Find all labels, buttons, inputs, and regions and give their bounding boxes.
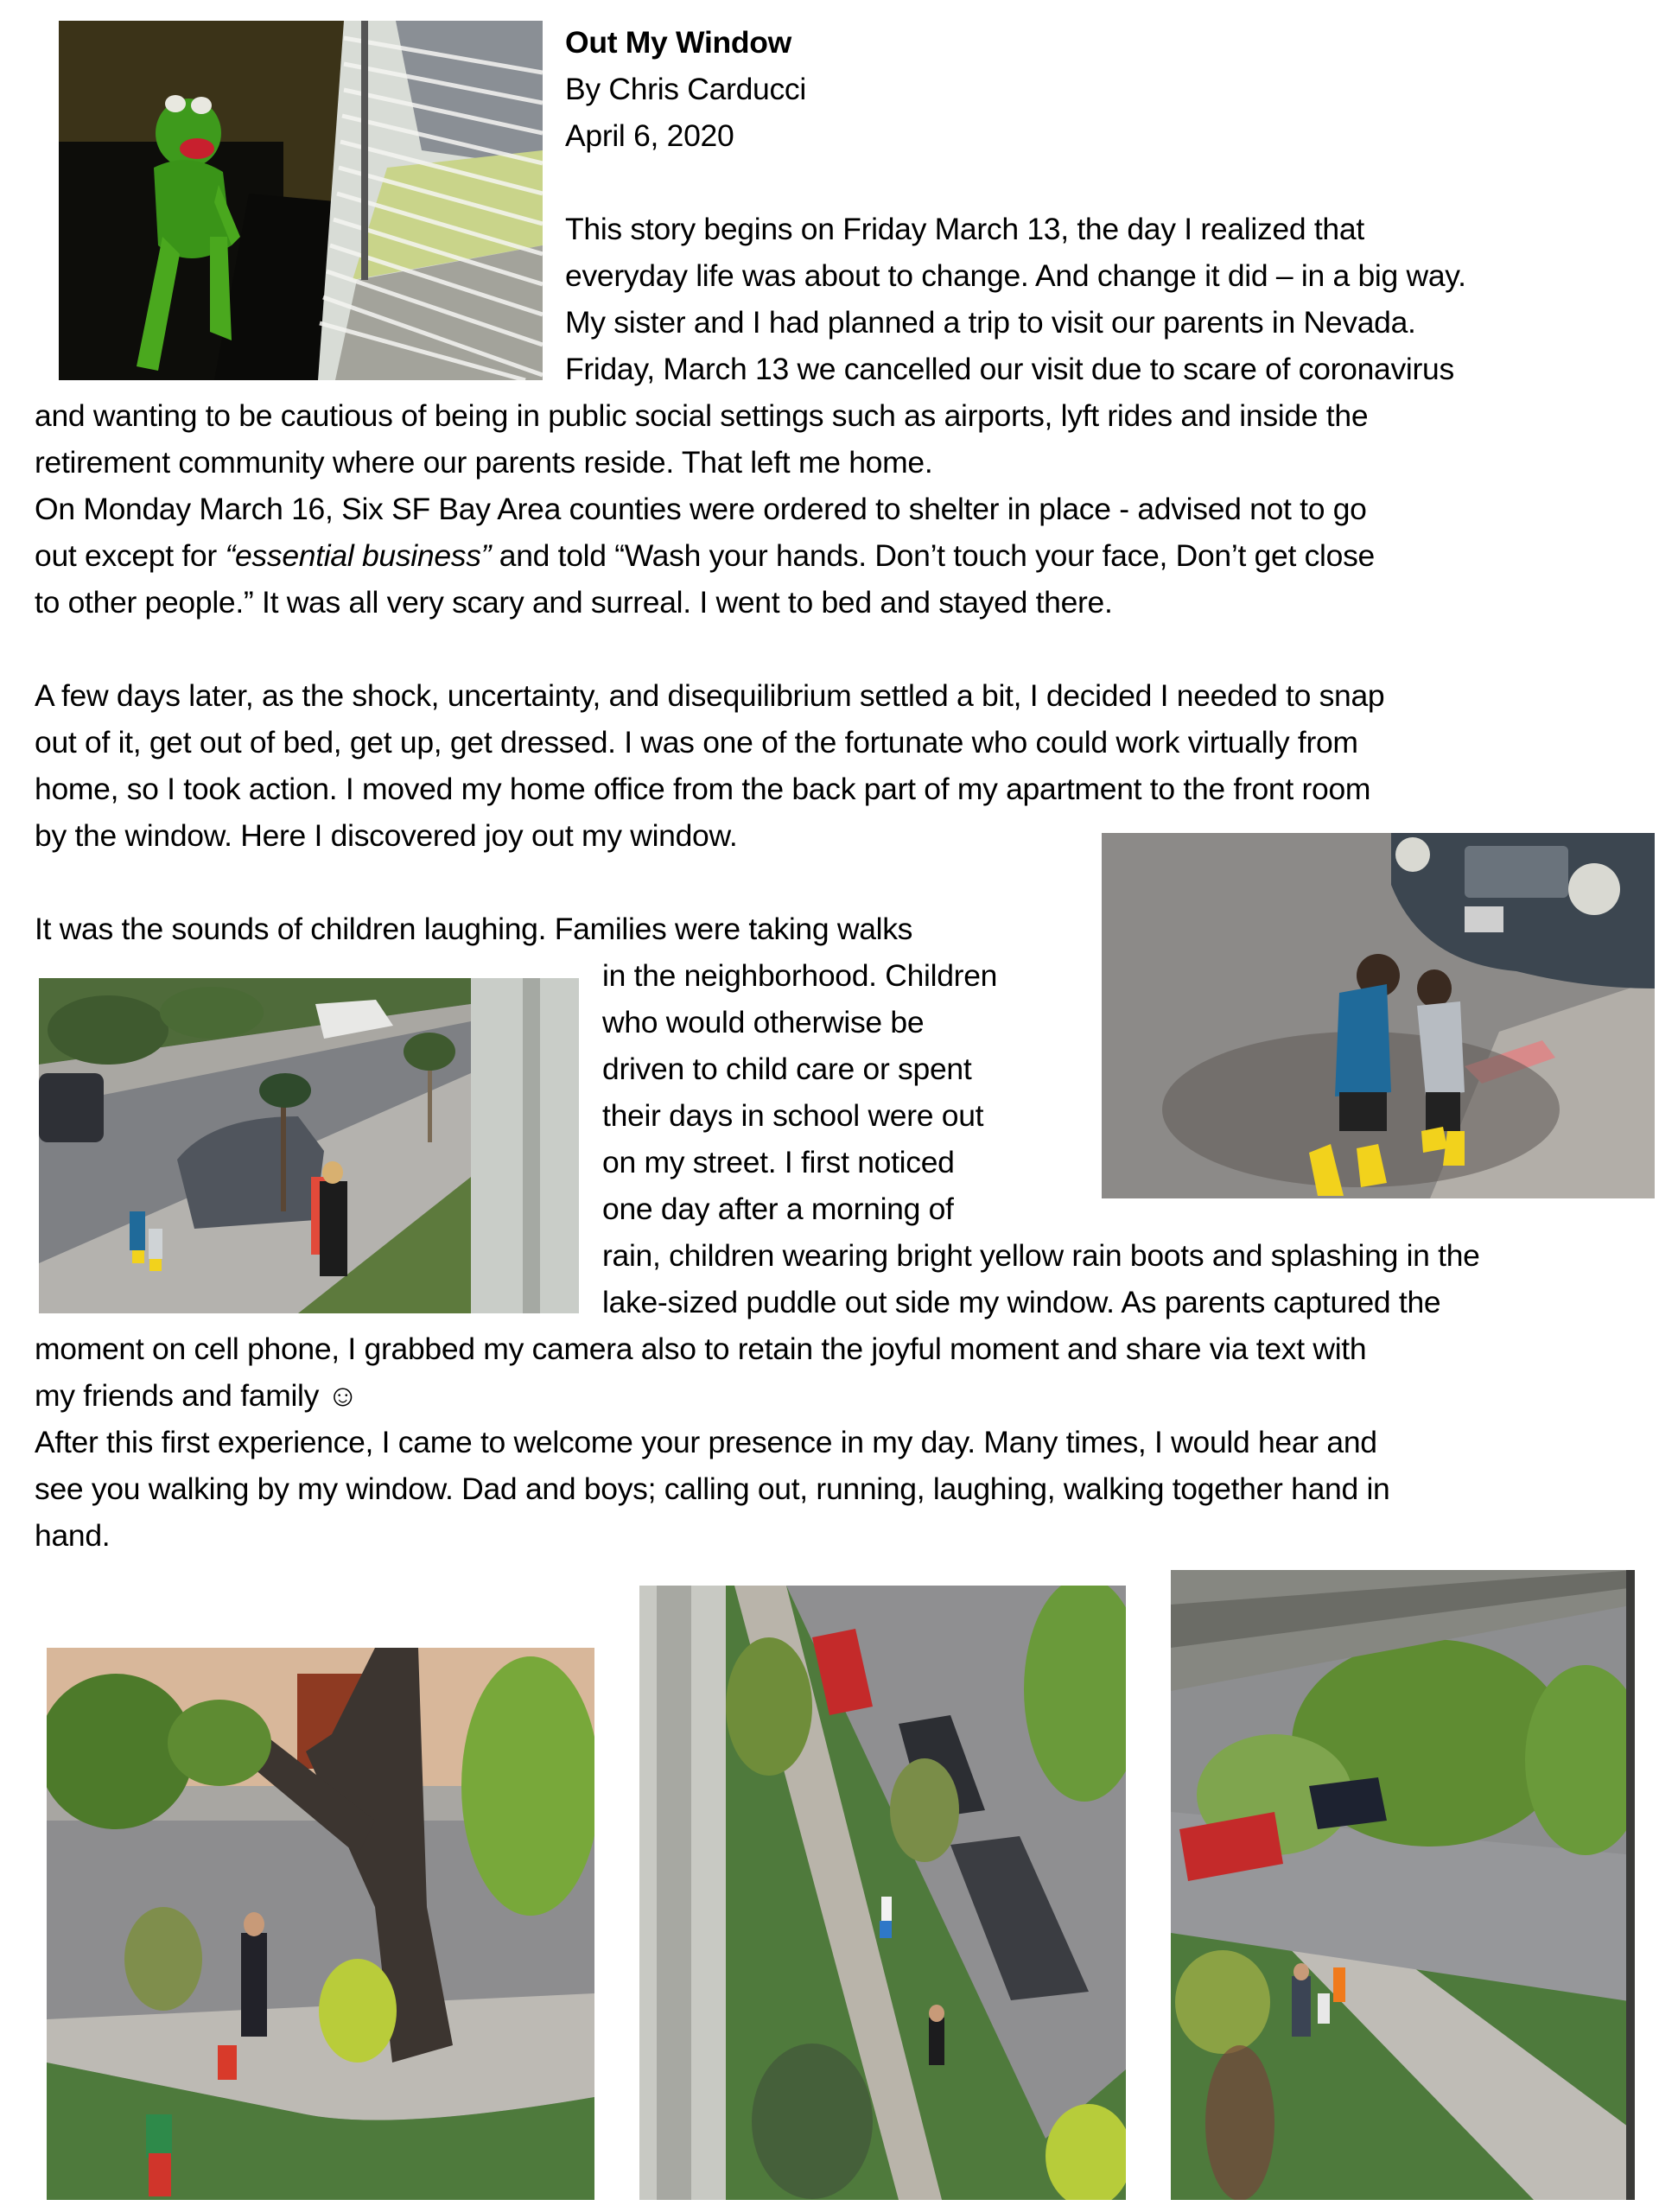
- boys-puddle-image: [1102, 833, 1655, 1198]
- paragraph-5-line: After this first experience, I came to welcome your presence in my day. Many times, I would hear and: [35, 1425, 1377, 1459]
- paragraph-2-line: [35, 532, 1375, 579]
- photo-family-walking: [1171, 1570, 1635, 2200]
- paragraph-3-line: out of it, get out of bed, get up, get dressed. I was one of the fortunate who could work virtually from: [35, 725, 1358, 760]
- street-view-image: [39, 978, 579, 1313]
- dad-kids-tree-image: [47, 1648, 594, 2200]
- paragraph-1-line: Friday, March 13 we cancelled our visit due to scare of coronavirus: [565, 352, 1454, 386]
- paragraph-4-line: on my street. I first noticed: [602, 1145, 955, 1179]
- paragraph-1-line: This story begins on Friday March 13, the day I realized that: [565, 212, 1364, 246]
- paragraph-4-line: one day after a morning of: [602, 1192, 954, 1226]
- kermit-window-image: [59, 21, 543, 380]
- sidewalk-running-image: [639, 1586, 1126, 2200]
- paragraph-2-line: On Monday March 16, Six SF Bay Area counties were ordered to shelter in place - advised not to go: [35, 492, 1367, 526]
- photo-boys-puddle-closeup: [1102, 833, 1655, 1198]
- family-walking-image: [1171, 1570, 1635, 2200]
- document-byline: By Chris Carducci: [565, 72, 806, 106]
- text-run: out except for: [35, 538, 226, 573]
- paragraph-4-line: who would otherwise be: [602, 1005, 925, 1039]
- document-title: Out My Window: [565, 25, 791, 60]
- paragraph-3-line: by the window. Here I discovered joy out my window.: [35, 818, 738, 853]
- photo-kermit-window: [59, 21, 543, 380]
- paragraph-1-line: retirement community where our parents reside. That left me home.: [35, 445, 933, 480]
- photo-street-view: [39, 978, 579, 1313]
- paragraph-4-line: rain, children wearing bright yellow rain boots and splashing in the: [602, 1238, 1480, 1273]
- paragraph-4-line: It was the sounds of children laughing. Families were taking walks: [35, 912, 913, 946]
- paragraph-1-line: everyday life was about to change. And change it did – in a big way.: [565, 258, 1466, 293]
- paragraph-4-line: my friends and family ☺: [35, 1378, 359, 1413]
- photo-sidewalk-running: [639, 1586, 1126, 2200]
- paragraph-3-line: home, so I took action. I moved my home office from the back part of my apartment to the front room: [35, 772, 1371, 806]
- paragraph-4-line: their days in school were out: [602, 1098, 984, 1133]
- photo-dad-kids-tree: [47, 1648, 594, 2200]
- text-run: and told “Wash your hands. Don’t touch your face, Don’t get close: [491, 538, 1375, 573]
- paragraph-4-line: driven to child care or spent: [602, 1052, 972, 1086]
- paragraph-5-line: see you walking by my window. Dad and boys; calling out, running, laughing, walking together hand in: [35, 1471, 1390, 1506]
- italic-phrase: “essential business”: [225, 538, 492, 573]
- paragraph-5-line: hand.: [35, 1518, 111, 1553]
- document-date: April 6, 2020: [565, 118, 734, 153]
- paragraph-4-line: in the neighborhood. Children: [602, 958, 998, 993]
- paragraph-1-line: My sister and I had planned a trip to visit our parents in Nevada.: [565, 305, 1416, 340]
- paragraph-4-line: lake-sized puddle out side my window. As parents captured the: [602, 1285, 1441, 1319]
- paragraph-1-line: and wanting to be cautious of being in public social settings such as airports, lyft rides and inside the: [35, 398, 1369, 433]
- paragraph-2-line: to other people.” It was all very scary and surreal. I went to bed and stayed there.: [35, 585, 1113, 620]
- paragraph-3-line: A few days later, as the shock, uncertainty, and disequilibrium settled a bit, I decided I needed to snap: [35, 678, 1385, 713]
- paragraph-4-line: moment on cell phone, I grabbed my camera also to retain the joyful moment and share via text with: [35, 1332, 1367, 1366]
